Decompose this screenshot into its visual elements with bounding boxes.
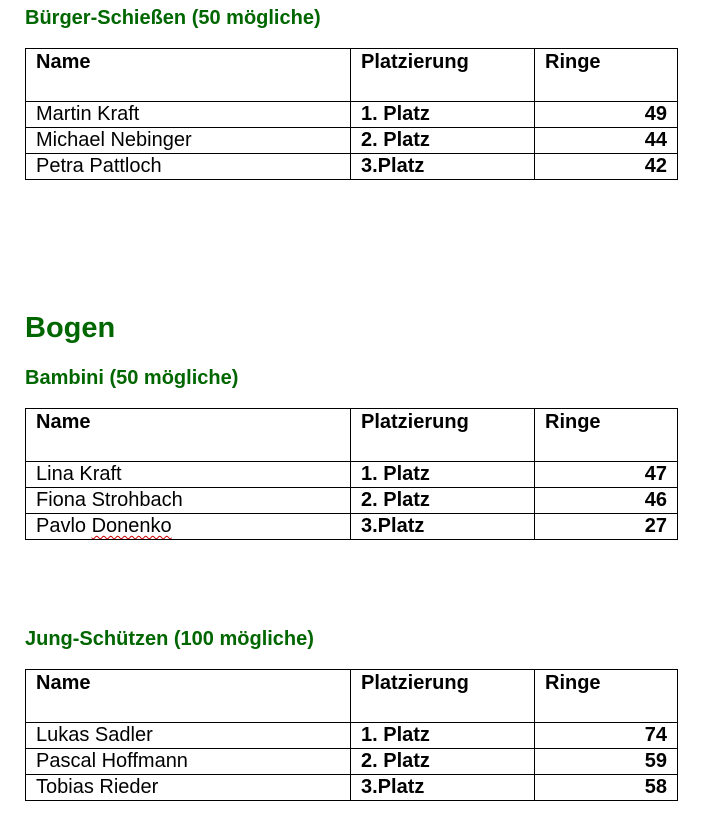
category-heading-bogen: Bogen: [25, 312, 116, 344]
table-row: [26, 154, 678, 180]
name-first: Pavlo: [36, 515, 87, 537]
cell-placement: 3.Platz: [351, 514, 535, 540]
column-header-placement: Platzierung: [351, 670, 535, 723]
name-last-spellcheck-flagged: Donenko: [91, 515, 172, 537]
cell-rings: 49: [535, 102, 678, 128]
section-heading-buerger: Bürger-Schießen (50 mögliche): [25, 7, 321, 29]
table-row: [26, 514, 678, 540]
table-row: [26, 723, 678, 749]
cell-placement: 3.Platz: [351, 775, 535, 801]
cell-placement: 2. Platz: [351, 749, 535, 775]
column-header-rings: Ringe: [535, 49, 678, 102]
cell-name: Martin Kraft: [26, 102, 351, 128]
cell-rings: 58: [535, 775, 678, 801]
table-row: [26, 775, 678, 801]
cell-rings: 46: [535, 488, 678, 514]
table-row: [26, 749, 678, 775]
results-table-buerger: [25, 48, 678, 180]
cell-placement: 1. Platz: [351, 102, 535, 128]
cell-placement: 1. Platz: [351, 723, 535, 749]
cell-rings: 27: [535, 514, 678, 540]
cell-name: Lina Kraft: [26, 462, 351, 488]
cell-placement: 2. Platz: [351, 488, 535, 514]
column-header-name: Name: [26, 670, 351, 723]
section-heading-bambini: Bambini (50 mögliche): [25, 367, 239, 389]
table-row: [26, 462, 678, 488]
column-header-name: Name: [26, 49, 351, 102]
table-row: [26, 128, 678, 154]
cell-name: Tobias Rieder: [26, 775, 351, 801]
cell-placement: 1. Platz: [351, 462, 535, 488]
column-header-placement: Platzierung: [351, 49, 535, 102]
table-row: [26, 488, 678, 514]
cell-rings: 59: [535, 749, 678, 775]
cell-rings: 47: [535, 462, 678, 488]
column-header-rings: Ringe: [535, 670, 678, 723]
cell-name: Petra Pattloch: [26, 154, 351, 180]
column-header-placement: Platzierung: [351, 409, 535, 462]
cell-rings: 42: [535, 154, 678, 180]
results-table-jungschuetzen: [25, 669, 678, 801]
section-heading-jungschuetzen: Jung-Schützen (100 mögliche): [25, 628, 314, 650]
table-header-row: [26, 409, 678, 462]
cell-placement: 3.Platz: [351, 154, 535, 180]
cell-rings: 74: [535, 723, 678, 749]
cell-name: Pascal Hoffmann: [26, 749, 351, 775]
cell-name: [26, 514, 351, 540]
table-header-row: [26, 670, 678, 723]
cell-name: Fiona Strohbach: [26, 488, 351, 514]
cell-name: Michael Nebinger: [26, 128, 351, 154]
table-row: [26, 102, 678, 128]
column-header-rings: Ringe: [535, 409, 678, 462]
cell-rings: 44: [535, 128, 678, 154]
column-header-name: Name: [26, 409, 351, 462]
cell-placement: 2. Platz: [351, 128, 535, 154]
cell-name: Lukas Sadler: [26, 723, 351, 749]
results-table-bambini: [25, 408, 678, 540]
table-header-row: [26, 49, 678, 102]
